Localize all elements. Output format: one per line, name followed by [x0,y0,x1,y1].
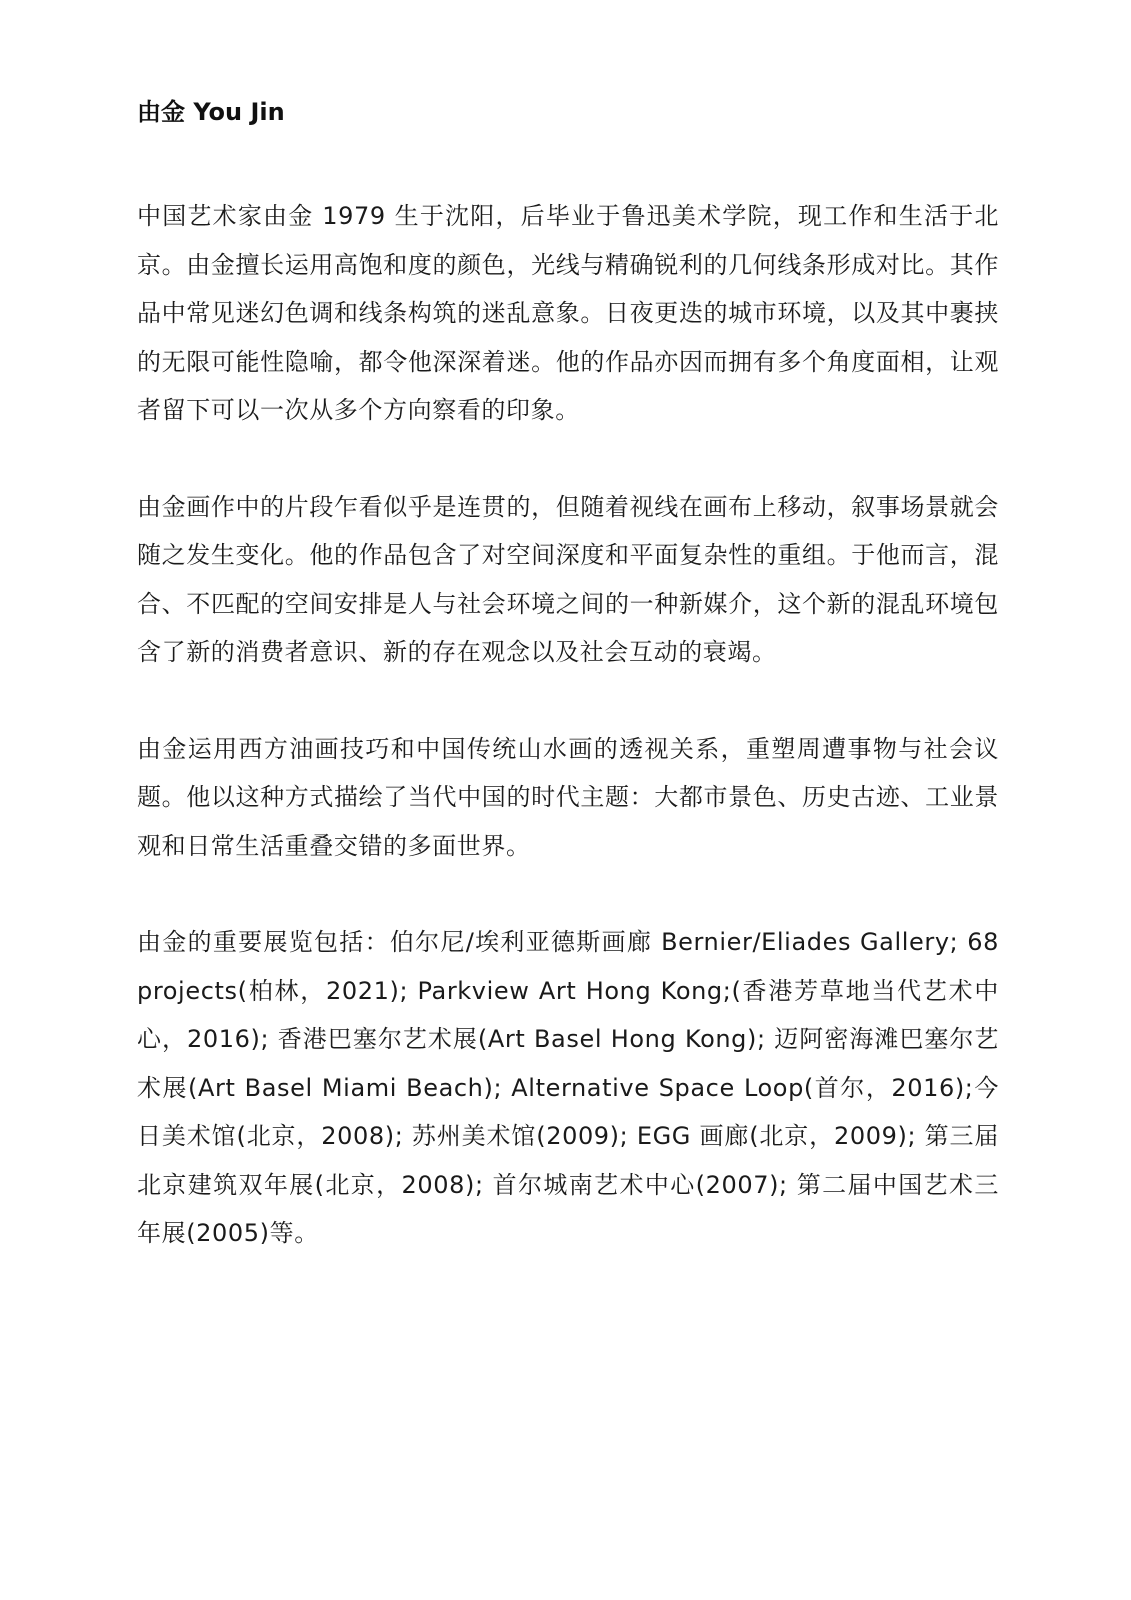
bio-paragraph-2: 由金画作中的片段乍看似乎是连贯的，但随着视线在画布上移动，叙事场景就会随之发生变化。他的作品包含了对空间深度和平面复杂性的重组。于他而言，混合、不匹配的空间安排是人与社会环境之间的一种新媒介，这个新的混乱环境包含了新的消费者意识、新的存在观念以及社会互动的衰竭。 [137,492,999,666]
bio-paragraph-1: 中国艺术家由金 1979 生于沈阳，后毕业于鲁迅美术学院，现工作和生活于北京。由金擅长运用高饱和度的颜色，光线与精确锐利的几何线条形成对比。其作品中常见迷幻色调和线条构筑的迷乱意象。日夜更迭的城市环境，以及其中裹挟的无限可能性隐喻，都令他深深着迷。他的作品亦因而拥有多个角度面相，让观者留下可以一次从多个方向察看的印象。 [137,202,999,424]
exhibitions-paragraph: 由金的重要展览包括：伯尔尼/埃利亚德斯画廊 Bernier/Eliades Gallery; 68 projects(柏林，2021); Parkview Art Hong Kong;(香港芳草地当代艺术中心，2016); 香港巴塞尔艺术展(Art Basel Hong Kong); 迈阿密海滩巴塞尔艺术展(Art Basel Miami Beach); Alternative Space Loop(首尔，2016);今日美术馆(北京，2008); 苏州美术馆(2009); EGG 画廊(北京，2009); 第三届北京建筑双年展(北京，2008); 首尔城南艺术中心(2007); 第二届中国艺术三年展(2005)等。 [137,928,999,1247]
artist-title: 由金 You Jin [137,98,285,126]
document-page [137,92,999,1306]
bio-paragraph-3: 由金运用西方油画技巧和中国传统山水画的透视关系，重塑周遭事物与社会议题。他以这种方式描绘了当代中国的时代主题：大都市景色、历史古迹、工业景观和日常生活重叠交错的多面世界。 [137,734,999,860]
